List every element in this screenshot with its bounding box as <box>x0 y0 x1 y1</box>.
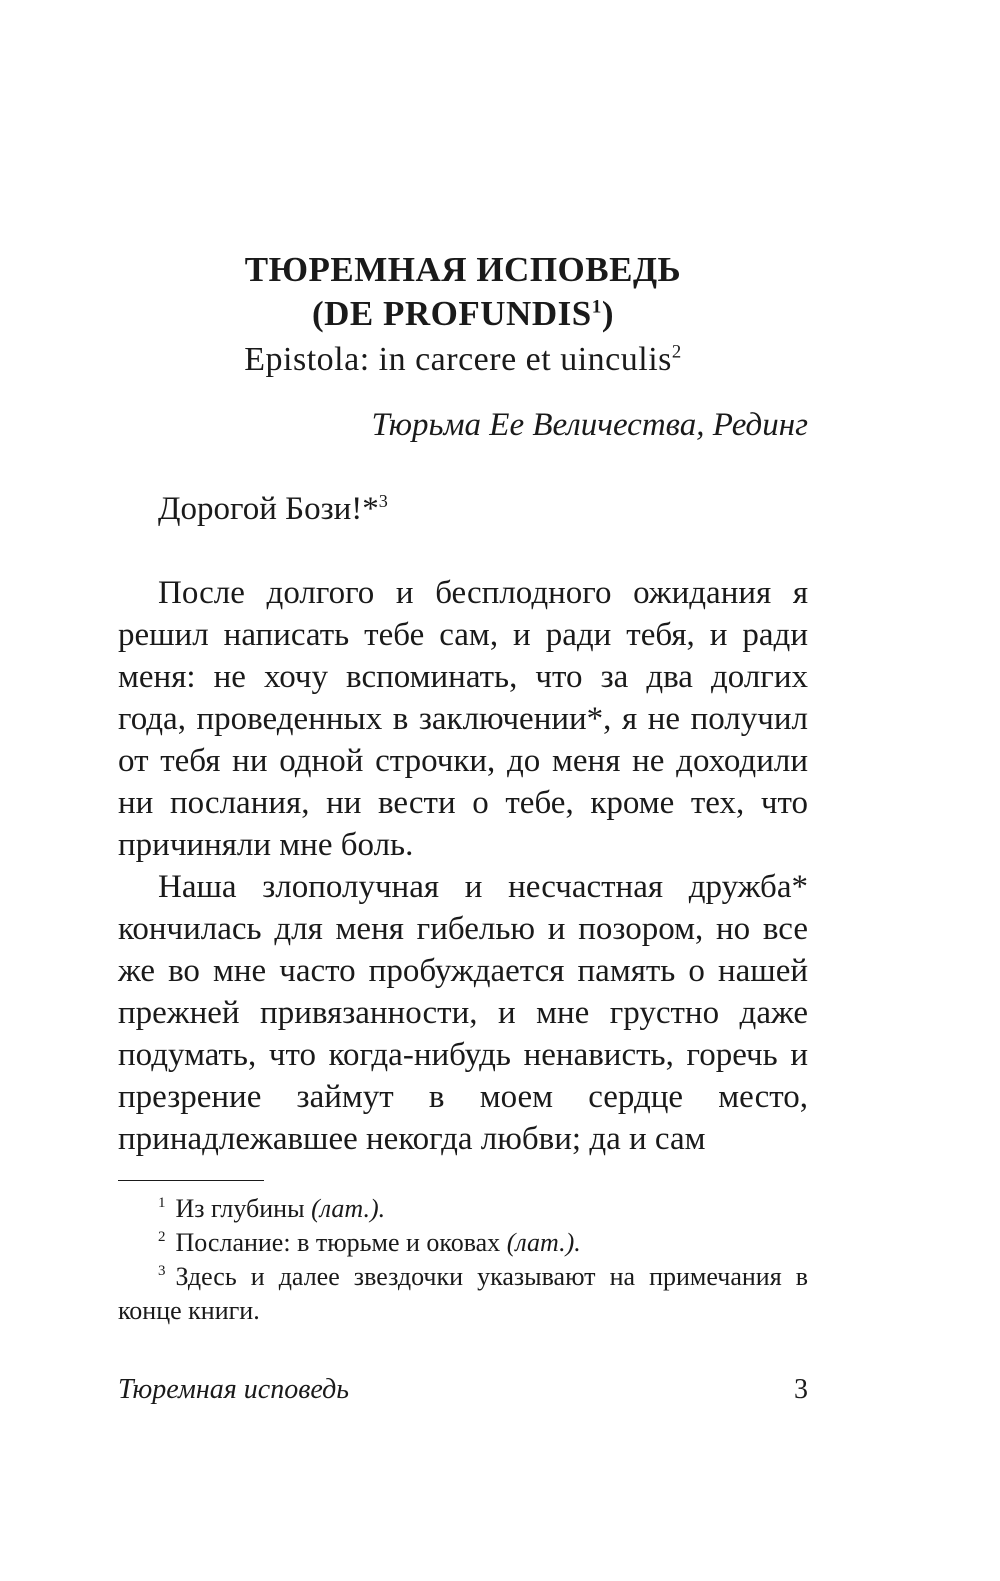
footnote-mark: 1 <box>158 1195 166 1212</box>
chapter-subtitle <box>118 336 808 384</box>
footnote-divider <box>118 1180 264 1181</box>
footnote-mark: 2 <box>158 1229 166 1246</box>
footnotes <box>118 1192 808 1328</box>
salutation-text: Дорогой Бози!* <box>158 491 379 527</box>
title-line-2-close: ) <box>601 294 614 333</box>
footnote-note: (лат.). <box>506 1228 581 1257</box>
title-line-2: (DE PROFUNDIS <box>312 294 592 333</box>
subtitle-text: Epistola: in carcere et uinculis <box>244 341 672 378</box>
page-number: 3 <box>794 1374 808 1405</box>
footnote-ref-3: 3 <box>378 491 388 511</box>
letter-place: Тюрьма Ее Величества, Рединг <box>371 407 808 443</box>
footnote-ref-1: 1 <box>591 296 602 318</box>
running-title: Тюремная исповедь <box>118 1374 350 1405</box>
footnote-item <box>118 1226 808 1260</box>
paragraph: После долгого и бесплодного ожидания я решил написать тебе сам, и ради тебя, и ради меня: не хочу вспоминать, что за два долгих года, проведенных в заключении*, я не получил от тебя ни одной строчки, до меня не доходили ни послания, ни вести о тебе, кроме тех, что причиняли мне боль. <box>118 575 808 863</box>
chapter-heading <box>118 248 808 384</box>
footnote-item <box>118 1192 808 1226</box>
paragraph: Наша злополучная и несчастная дружба* кончилась для меня гибелью и позором, но все же во мне часто пробуждается память о нашей прежней привязанности, и мне грустно даже подумать, что когда-нибудь ненависть, горечь и презрение займут в моем сердце место, принадлежавшее некогда любви; да и сам <box>118 869 808 1157</box>
footnote-note: (лат.). <box>311 1194 386 1223</box>
book-page <box>118 0 808 1581</box>
chapter-title <box>118 248 808 292</box>
body-text <box>118 572 808 1160</box>
footnote-text: Послание: в тюрьме и оковах <box>175 1228 507 1257</box>
footnote-item <box>118 1260 808 1328</box>
footnote-text: Здесь и далее звездочки указывают на примечания в конце книги. <box>118 1262 808 1325</box>
footnote-text: Из глубины <box>175 1194 312 1223</box>
footnote-mark: 3 <box>158 1263 166 1280</box>
letter-salutation <box>158 488 388 530</box>
chapter-title-latin <box>118 292 808 336</box>
footnote-ref-2: 2 <box>671 341 682 363</box>
title-line-1: ТЮРЕМНАЯ ИСПОВЕДЬ <box>244 250 682 289</box>
